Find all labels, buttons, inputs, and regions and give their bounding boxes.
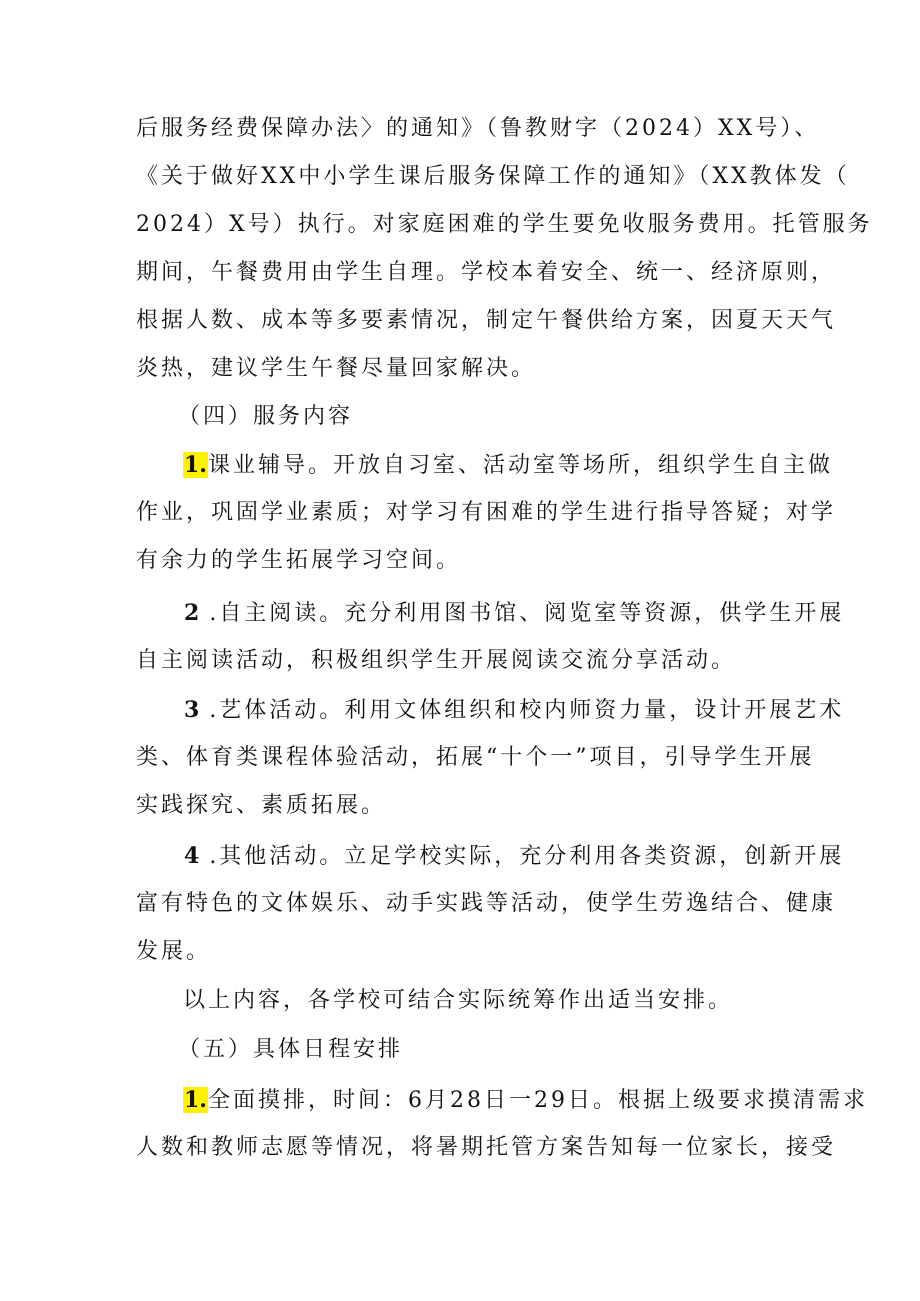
list-item-body: .艺体活动。利用文体组织和校内师资力量，设计开展艺术 [209, 698, 845, 723]
highlighted-number: 1. [184, 1087, 207, 1113]
list-number: 2 [184, 600, 200, 626]
paragraph-line [0, 880, 920, 928]
line-text: 自主阅读活动，积极组织学生开展阅读交流分享活动。 [136, 648, 737, 673]
list-item [0, 686, 920, 734]
list-number: 3 [184, 697, 200, 723]
line-text: 2024）X号）执行。对家庭困难的学生要免收服务费用。托管服务 [136, 212, 873, 237]
list-item-text [183, 1076, 868, 1125]
paragraph-line [0, 734, 920, 782]
paragraph-line [0, 345, 920, 393]
list-item-body: 课业辅导。开放自习室、活动室等场所，组织学生自主做 [207, 453, 833, 478]
line-text: 发展。 [136, 939, 212, 964]
paragraph-line [0, 977, 920, 1025]
line-text: 根据人数、成本等多要素情况，制定午餐供给方案，因夏天天气 [136, 308, 837, 333]
line-text: 有余力的学生拓展学习空间。 [136, 548, 462, 573]
highlighted-number: 1. [184, 452, 207, 478]
list-item-body: .自主阅读。充分利用图书馆、阅览室等资源，供学生开展 [209, 601, 845, 626]
section-heading [0, 1026, 920, 1074]
paragraph-line [0, 105, 920, 153]
paragraph-line [0, 153, 920, 201]
paragraph-line [0, 249, 920, 297]
list-number: 4 [184, 843, 200, 869]
line-text: 期间，午餐费用由学生自理。学校本着安全、统一、经济原则， [136, 260, 837, 285]
list-item-text [183, 441, 833, 490]
line-text: 作业，巩固学业素质；对学习有困难的学生进行指导答疑；对学 [136, 500, 837, 525]
line-text: 类、体育类课程体验活动，拓展“十个一”项目，引导学生开展 [136, 745, 815, 770]
section-heading [0, 393, 920, 441]
paragraph-line [0, 637, 920, 685]
line-text: 人数和教师志愿等情况，将暑期托管方案告知每一位家长，接受 [136, 1135, 837, 1160]
paragraph-line [0, 928, 920, 976]
list-item [0, 441, 920, 489]
list-item [0, 832, 920, 880]
line-text: 实践探究、素质拓展。 [136, 793, 387, 818]
list-item-text [184, 686, 844, 735]
paragraph-line [0, 782, 920, 830]
line-text: 富有特色的文体娱乐、动手实践等活动，使学生劳逸结合、健康 [136, 891, 837, 916]
section-heading-text: （四）服务内容 [178, 404, 354, 429]
list-item-text [184, 589, 844, 638]
section-heading-text: （五）具体日程安排 [178, 1037, 404, 1062]
line-text: 炎热，建议学生午餐尽量回家解决。 [136, 356, 537, 381]
list-item-body: .其他活动。立足学校实际，充分利用各类资源，创新开展 [209, 844, 845, 869]
line-text: 《关于做好XX中小学生课后服务保障工作的通知》（XX教体发（ [136, 164, 850, 189]
list-item-body: 全面摸排，时间：6月28日一29日。根据上级要求摸清需求 [207, 1088, 868, 1113]
paragraph-line [0, 297, 920, 345]
paragraph-line [0, 201, 920, 249]
paragraph-line [0, 537, 920, 585]
list-item-text [184, 832, 844, 881]
paragraph-line [0, 489, 920, 537]
paragraph-line [0, 1124, 920, 1172]
list-item [0, 1076, 920, 1124]
list-item [0, 589, 920, 637]
line-text: 以上内容，各学校可结合实际统筹作出适当安排。 [183, 988, 734, 1013]
line-text: 后服务经费保障办法〉的通知》（鲁教财字（2024）XX号）、 [136, 116, 820, 141]
